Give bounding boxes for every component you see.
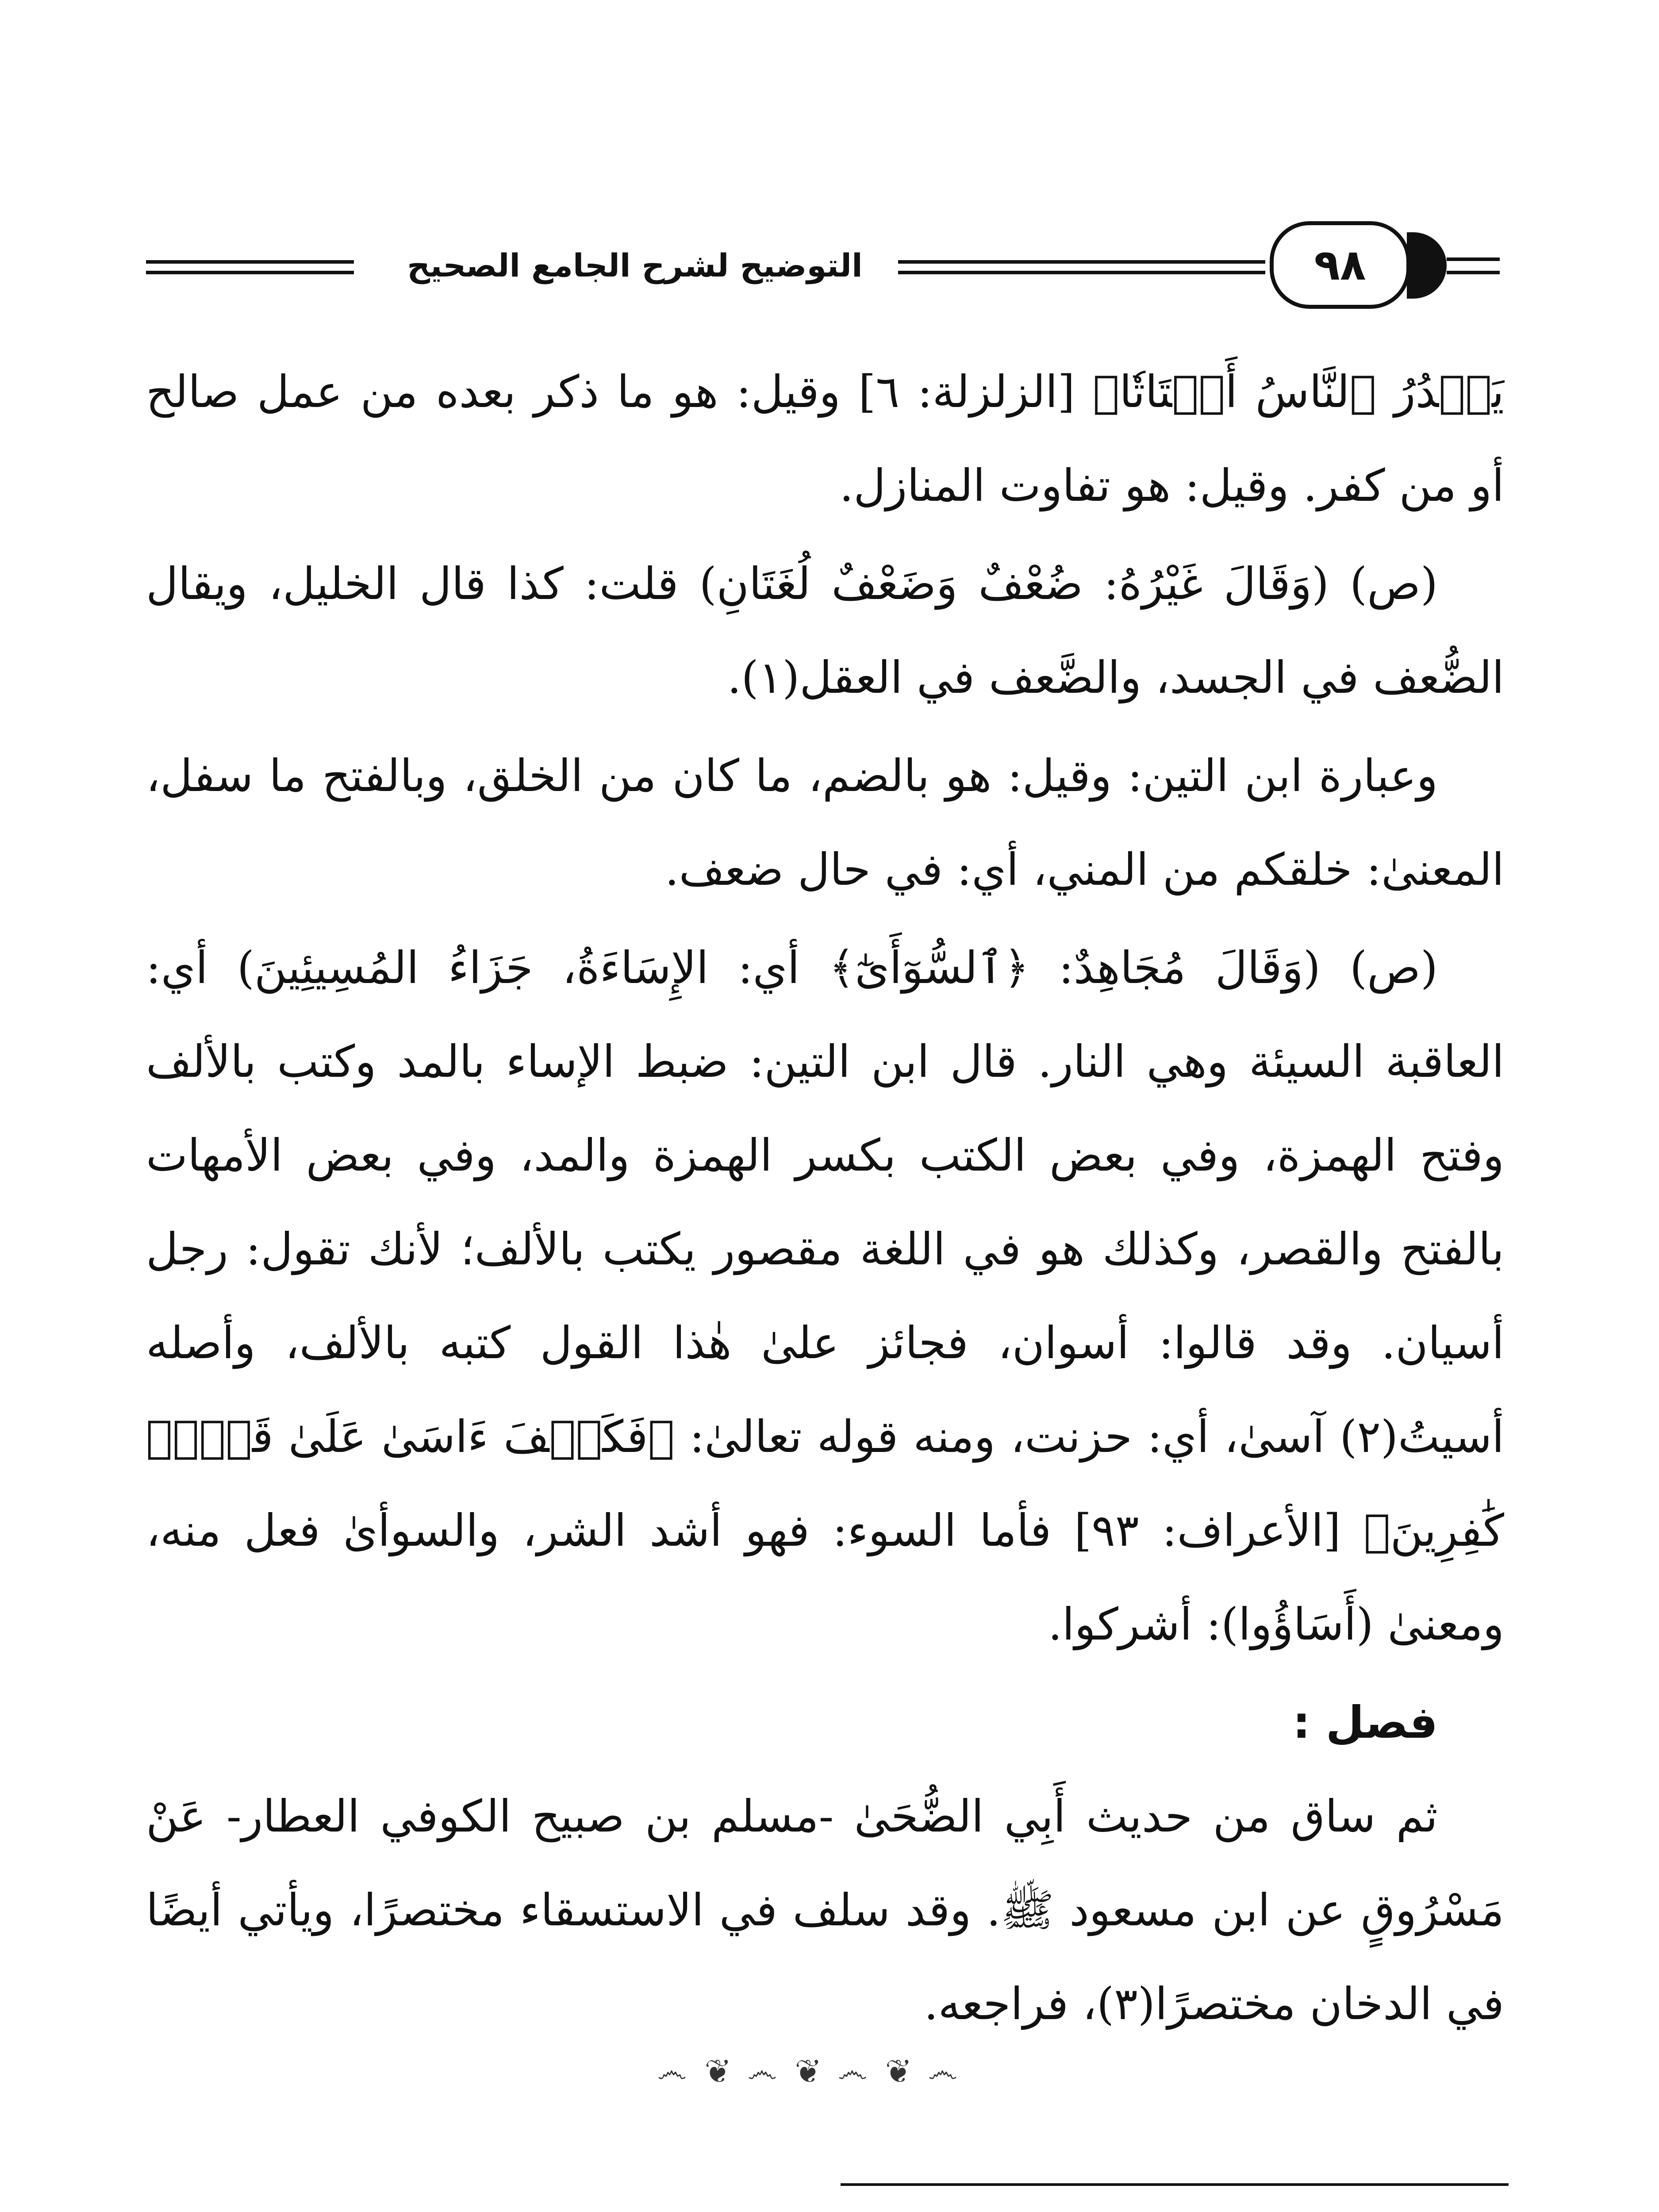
page-number: ٩٨ xyxy=(1314,240,1366,290)
section-heading: فصل : xyxy=(1292,1697,1438,1748)
main-text xyxy=(146,345,1504,2055)
header-rule-left-top xyxy=(146,260,354,264)
running-header xyxy=(146,221,1500,327)
decorative-ornament: ෴ ❦ ෴ ❦ ෴ ❦ ෴ xyxy=(657,2053,962,2089)
paragraph-4: (ص) (وَقَالَ مُجَاهِدٌ: ﴿ٱلسُّوٓأَىٰٓ﴾ أي: الإِسَاءَةُ، جَزَاءُ المُسِيئِينَ) أي: العاقبة السيئة وهي النار. قال ابن التين: ضبط الإساء بالمد وكتب بالألف وفتح الهمزة، وفي بعض الكتب بكسر الهمزة والمد، وفي بعض الأمهات بالفتح والقصر، وكذلك هو في اللغة مقصور يكتب بالألف؛ لأنك تقول: رجل أسيان. وقد قالوا: أسوان، فجائز علىٰ هٰذا القول كتبه بالألف، وأصله أسيتُ(٢) آسىٰ، أي: حزنت، ومنه قوله تعالىٰ: ﴿فَكَيۡفَ ءَاسَىٰ عَلَىٰ قَوۡمٖ كَٰفِرِينَ﴾ [الأعراف: ٩٣] فأما السوء: فهو أشد الشر، والسوأىٰ فعل منه، ومعنىٰ (أَسَاؤُوا): أشركوا. xyxy=(146,942,1505,1650)
header-rule-left-bottom xyxy=(146,271,354,274)
header-title: التوضيح لشرح الجامع الصحيح xyxy=(407,247,863,284)
paragraph-1: يَصۡدُرُ ٱلنَّاسُ أَشۡتَاتٗا﴾ [الزلزلة: ٦] وقيل: هو ما ذكر بعده من عمل صالح أو من كفر. وقيل: هو تفاوت المنازل. xyxy=(146,366,1504,511)
header-rule-right-bottom xyxy=(898,271,1265,274)
page-number-badge-tip xyxy=(1407,232,1447,299)
footnote-separator xyxy=(841,2183,1509,2186)
header-rule-far-right-top xyxy=(1447,257,1500,261)
paragraph-3: وعبارة ابن التين: وقيل: هو بالضم، ما كان من الخلق، وبالفتح ما سفل، المعنىٰ: خلقكم من المني، أي: في حال ضعف. xyxy=(146,750,1504,895)
paragraph-5: ثم ساق من حديث أَبِي الضُّحَىٰ -مسلم بن صبيح الكوفي العطار- عَنْ مَسْرُوقٍ عن ابن مسعود ﷺ. وقد سلف في الاستسقاء مختصرًا، ويأتي أيضًا في الدخان مختصرًا(٣)، فراجعه. xyxy=(146,1790,1504,2030)
header-rule-right-top xyxy=(898,260,1265,264)
footnotes xyxy=(146,2203,1504,2212)
footnote-1 xyxy=(146,2203,1504,2212)
page-number-badge xyxy=(1270,221,1410,309)
header-rule-far-right-bottom xyxy=(1447,271,1500,274)
paragraph-2: (ص) (وَقَالَ غَيْرُهُ: ضُعْفٌ وَضَعْفٌ لُغَتَانِ) قلت: كذا قال الخليل، ويقال الضُّعف في الجسد، والضَّعف في العقل(١). xyxy=(146,558,1504,703)
